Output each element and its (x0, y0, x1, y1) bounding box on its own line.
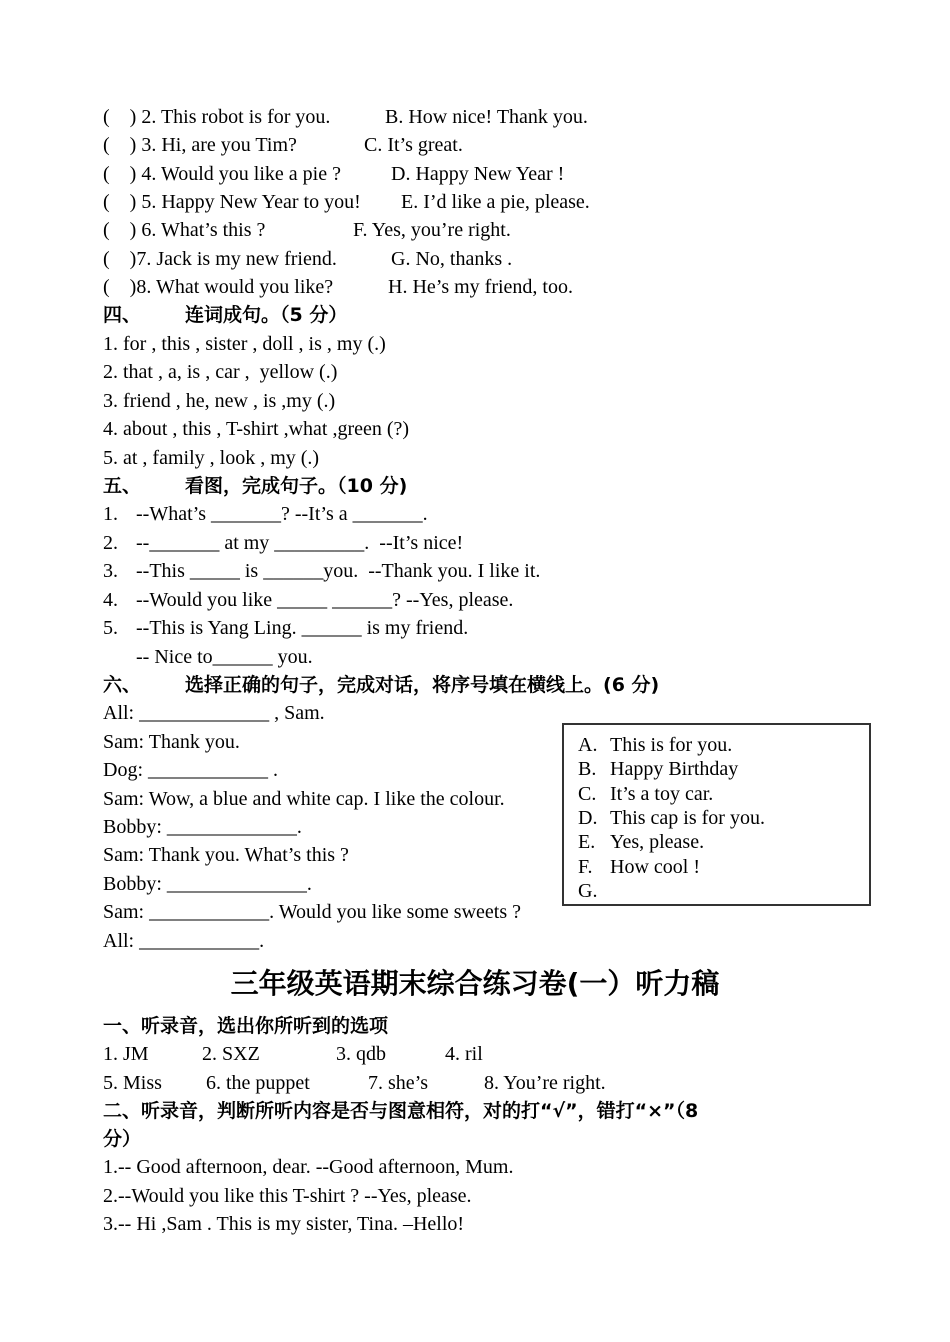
listening-item: 1.-- Good afternoon, dear. --Good afternoon, Mum. (103, 1156, 514, 1178)
section6-heading (103, 673, 659, 697)
match-answer: H. He’s my friend, too. (388, 276, 573, 298)
option-item (578, 879, 610, 903)
section5-item-text: --This _____ is ______you. --Thank you. I like it. (136, 560, 541, 582)
section6-number: 六、 (103, 674, 142, 696)
options-box (562, 723, 871, 906)
section5-number: 五、 (103, 475, 142, 497)
match-answer: F. Yes, you’re right. (353, 219, 511, 241)
match-question: ( ) 5. Happy New Year to you! (103, 191, 361, 213)
section5-item-text: -- Nice to______ you. (136, 646, 313, 668)
listening-part1-title: 一、听录音，选出你所听到的选项 (103, 1015, 389, 1037)
option-text: It’s a toy car. (610, 783, 714, 805)
section5-item-number: 1. (103, 503, 118, 525)
match-answer: B. How nice! Thank you. (385, 106, 588, 128)
option-key: E. (578, 831, 596, 853)
dialog-line: All: ____________. (103, 930, 265, 952)
option-item (578, 757, 738, 781)
match-question: ( ) 4. Would you like a pie ? (103, 163, 341, 185)
option-key: D. (578, 807, 598, 829)
section5-item-number: 2. (103, 532, 118, 554)
listening-part2-title: 二、听录音，判断所听内容是否与图意相符，对的打“√”，错打“×”（8 (103, 1100, 699, 1122)
match-question: ( ) 3. Hi, are you Tim? (103, 134, 297, 156)
listening-item: 3.-- Hi ,Sam . This is my sister, Tina. –Hello! (103, 1213, 465, 1235)
listening-option: 5. Miss (103, 1072, 162, 1094)
option-item (578, 830, 704, 854)
listening-option: 7. she’s (368, 1072, 428, 1094)
section5-item-number: 5. (103, 617, 118, 639)
dialog-line: Sam: Wow, a blue and white cap. I like the colour. (103, 788, 505, 810)
option-key: B. (578, 758, 597, 780)
listening-option: 4. ril (445, 1043, 483, 1065)
section4-heading (103, 303, 347, 327)
option-key: C. (578, 783, 597, 805)
option-key: G. (578, 880, 598, 902)
option-text: Happy Birthday (610, 758, 739, 780)
section4-item: 1. for , this , sister , doll , is , my (.) (103, 333, 386, 355)
match-answer: G. No, thanks . (391, 248, 513, 270)
option-text: Yes, please. (610, 831, 705, 853)
dialog-line: Bobby: _____________. (103, 816, 302, 838)
section4-title: 连词成句。（5 分） (185, 304, 348, 326)
option-text: This cap is for you. (610, 807, 765, 829)
section5-item-number: 4. (103, 589, 118, 611)
option-item (578, 806, 765, 830)
section5-item-text: --_______ at my _________. --It’s nice! (136, 532, 464, 554)
section4-item: 4. about , this , T-shirt ,what ,green (?) (103, 418, 410, 440)
section4-item: 5. at , family , look , my (.) (103, 447, 320, 469)
listening-part2-heading-cont (103, 1127, 141, 1151)
match-question: ( )7. Jack is my new friend. (103, 248, 337, 270)
section5-item-text: --Would you like _____ ______? --Yes, please. (136, 589, 514, 611)
match-question: ( ) 2. This robot is for you. (103, 106, 331, 128)
match-answer: C. It’s great. (364, 134, 463, 156)
listening-part2-heading (103, 1099, 698, 1123)
section5-heading (103, 474, 407, 498)
match-question: ( )8. What would you like? (103, 276, 334, 298)
option-item (578, 782, 713, 806)
option-text: How cool ! (610, 856, 700, 878)
section5-item-text: --What’s _______? --It’s a _______. (136, 503, 428, 525)
section5-title: 看图，完成句子。（10 分) (185, 475, 408, 497)
section4-item: 3. friend , he, new , is ,my (.) (103, 390, 336, 412)
match-answer: D. Happy New Year ! (391, 163, 565, 185)
dialog-line: Bobby: ______________. (103, 873, 312, 895)
section5-item-number: 3. (103, 560, 118, 582)
listening-option: 2. SXZ (202, 1043, 260, 1065)
section6-title: 选择正确的句子，完成对话，将序号填在横线上。(6 分) (185, 674, 660, 696)
dialog-line: Dog: ____________ . (103, 759, 278, 781)
option-text: This is for you. (610, 734, 733, 756)
option-item (578, 855, 700, 879)
match-question: ( ) 6. What’s this ? (103, 219, 266, 241)
dialog-line: Sam: ____________. Would you like some sweets ? (103, 901, 521, 923)
listening-option: 3. qdb (336, 1043, 386, 1065)
listening-part1-heading (103, 1014, 388, 1038)
section4-number: 四、 (103, 304, 142, 326)
option-item (578, 733, 732, 757)
section5-item-text: --This is Yang Ling. ______ is my friend. (136, 617, 469, 639)
option-key: F. (578, 856, 593, 878)
match-answer: E. I’d like a pie, please. (401, 191, 590, 213)
listening-item: 2.--Would you like this T-shirt ? --Yes, please. (103, 1185, 472, 1207)
section4-item: 2. that , a, is , car , yellow (.) (103, 361, 338, 383)
listening-title: 三年级英语期末综合练习卷(一）听力稿 (230, 967, 720, 1000)
listening-part2-title-cont: 分） (103, 1128, 142, 1150)
listening-option: 8. You’re right. (484, 1072, 606, 1094)
listening-option: 1. JM (103, 1043, 149, 1065)
option-key: A. (578, 734, 598, 756)
dialog-line: Sam: Thank you. (103, 731, 240, 753)
dialog-line: Sam: Thank you. What’s this ? (103, 844, 349, 866)
dialog-line: All: _____________ , Sam. (103, 702, 325, 724)
listening-option: 6. the puppet (206, 1072, 310, 1094)
